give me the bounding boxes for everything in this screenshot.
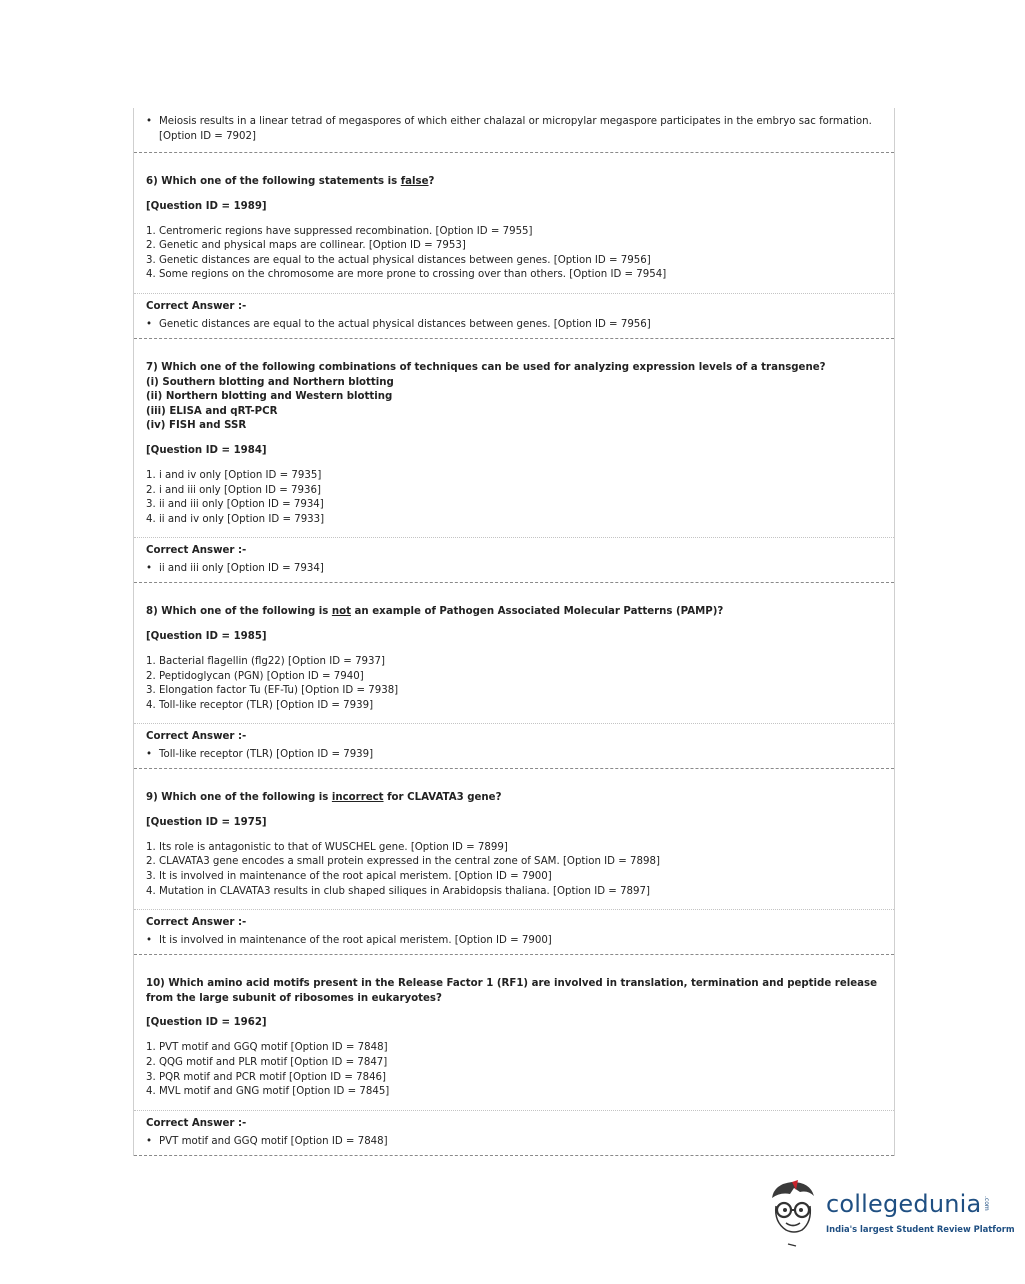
option-item: 2. Peptidoglycan (PGN) [Option ID = 7940] [146, 670, 364, 682]
question-text [146, 175, 882, 190]
option-list [146, 469, 882, 527]
question-text [146, 605, 882, 620]
option-item: 3. ii and iii only [Option ID = 7934] [146, 499, 324, 511]
question-text-part: 8) Which one of the following is [146, 606, 332, 618]
correct-answer-text: PVT motif and GGQ motif [Option ID = 7848] [159, 1135, 388, 1147]
question-text-part: ? [428, 176, 435, 187]
option-list [146, 655, 882, 713]
question-text [146, 977, 882, 1006]
correct-answer-block [134, 724, 894, 768]
question-block [134, 769, 894, 955]
logo-wordmark: collegedunia [826, 1190, 982, 1218]
option-item: 2. CLAVATA3 gene encodes a small protein expressed in the central zone of SAM. [Option ID = 7898] [146, 856, 660, 868]
bullet-icon: • [146, 749, 153, 761]
correct-answer-block [134, 1111, 894, 1155]
option-item: 4. ii and iv only [Option ID = 7933] [146, 513, 325, 525]
correct-answer-item [146, 747, 882, 762]
mascot-icon [764, 1176, 826, 1248]
logo-domain-suffix: .com [983, 1196, 990, 1211]
question-sub-item: (ii) Northern blotting and Western blotting [146, 391, 393, 403]
option-item: 2. i and iii only [Option ID = 7936] [146, 484, 321, 496]
question-emphasis: false [400, 176, 429, 187]
question-text-part: 6) Which one of the following statements is [146, 176, 401, 187]
correct-answer-text: ii and iii only [Option ID = 7934] [159, 563, 324, 575]
correct-answer-item [146, 561, 882, 576]
question-block [134, 955, 894, 1156]
correct-answer-text: Toll-like receptor (TLR) [Option ID = 7939] [159, 749, 374, 761]
correct-answer-item [146, 317, 882, 332]
question-text-part: 10) Which amino acid motifs present in the Release Factor 1 (RF1) are involved in translation, termination and peptide release from the large subunit of ribosomes in eukaryotes? [146, 978, 877, 1004]
option-item: 2. Genetic and physical maps are collinear. [Option ID = 7953] [146, 240, 466, 252]
option-list [146, 1041, 882, 1099]
previous-answer-block [134, 108, 894, 153]
question-block [134, 583, 894, 769]
bullet-icon: • [146, 318, 153, 330]
option-item: 3. It is involved in maintenance of the root apical meristem. [Option ID = 7900] [146, 871, 552, 883]
question-block [134, 153, 894, 339]
question-text-part: 7) Which one of the following combinations of techniques can be used for analyzing expression levels of a transgene? [146, 361, 826, 373]
correct-answer-label: Correct Answer :- [146, 917, 247, 929]
correct-answer-block [134, 910, 894, 954]
question-id: [Question ID = 1989] [146, 200, 267, 212]
correct-answer-item [146, 933, 882, 948]
correct-answer-label: Correct Answer :- [146, 300, 247, 312]
question-id: [Question ID = 1985] [146, 630, 267, 642]
exam-content [133, 108, 895, 1156]
question-emphasis: not [331, 606, 352, 618]
collegedunia-logo [764, 1176, 1015, 1248]
option-item: 1. Centromeric regions have suppressed recombination. [Option ID = 7955] [146, 225, 533, 237]
correct-answer-label: Correct Answer :- [146, 731, 247, 743]
question-sub-item: (iv) FISH and SSR [146, 420, 247, 432]
correct-answer-block [134, 538, 894, 582]
bullet-icon: • [146, 935, 153, 947]
question-id: [Question ID = 1975] [146, 816, 267, 828]
bullet-icon: • [146, 563, 153, 575]
bullet-icon: • [146, 116, 153, 127]
previous-answer-item [146, 114, 882, 144]
option-item: 1. i and iv only [Option ID = 7935] [146, 469, 322, 481]
question-id: [Question ID = 1984] [146, 444, 267, 456]
question-sub-item: (i) Southern blotting and Northern blotting [146, 376, 394, 388]
option-item: 3. PQR motif and PCR motif [Option ID = 7846] [146, 1071, 387, 1083]
question-text [146, 791, 882, 806]
question-text-part: 9) Which one of the following is [146, 792, 332, 804]
option-list [146, 225, 882, 283]
option-item: 1. Bacterial flagellin (flg22) [Option ID = 7937] [146, 655, 385, 667]
option-item: 4. Toll-like receptor (TLR) [Option ID = 7939] [146, 699, 374, 711]
question-body [134, 583, 894, 724]
correct-answer-label: Correct Answer :- [146, 545, 247, 557]
question-body [134, 955, 894, 1111]
question-block [134, 339, 894, 583]
option-item: 1. Its role is antagonistic to that of WUSCHEL gene. [Option ID = 7899] [146, 841, 508, 853]
option-item: 3. Genetic distances are equal to the actual physical distances between genes. [Option ID = 7956] [146, 254, 651, 266]
option-item: 3. Elongation factor Tu (EF-Tu) [Option ID = 7938] [146, 685, 399, 697]
option-list [146, 841, 882, 899]
question-text-part: for CLAVATA3 gene? [383, 792, 502, 804]
option-item: 2. QQG motif and PLR motif [Option ID = 7847] [146, 1057, 388, 1069]
correct-answer-label: Correct Answer :- [146, 1117, 247, 1129]
correct-answer-block [134, 294, 894, 338]
option-item: 4. MVL motif and GNG motif [Option ID = 7845] [146, 1086, 390, 1098]
question-body [134, 339, 894, 538]
correct-answer-text: Genetic distances are equal to the actual physical distances between genes. [Option ID = 7956] [159, 318, 651, 330]
question-text [146, 361, 882, 376]
option-item: 4. Some regions on the chromosome are more prone to crossing over than others. [Option ID = 7954] [146, 269, 667, 281]
question-text-part: an example of Pathogen Associated Molecular Patterns (PAMP)? [351, 606, 724, 618]
option-item: 1. PVT motif and GGQ motif [Option ID = 7848] [146, 1042, 388, 1054]
question-id: [Question ID = 1962] [146, 1017, 267, 1029]
previous-answer-text: Meiosis results in a linear tetrad of megaspores of which either chalazal or micropylar megaspore participates in the embryo sac formation. [Option ID = 7902] [159, 116, 872, 142]
question-body [134, 153, 894, 294]
bullet-icon: • [146, 1135, 153, 1147]
question-sub-item: (iii) ELISA and qRT-PCR [146, 405, 278, 417]
question-list [134, 153, 894, 1156]
option-item: 4. Mutation in CLAVATA3 results in club shaped siliques in Arabidopsis thaliana. [Option ID = 7897] [146, 885, 650, 897]
question-body [134, 769, 894, 910]
correct-answer-text: It is involved in maintenance of the root apical meristem. [Option ID = 7900] [159, 935, 552, 947]
correct-answer-item [146, 1134, 882, 1149]
question-emphasis: incorrect [331, 792, 384, 804]
logo-tagline: India's largest Student Review Platform [826, 1224, 1015, 1234]
